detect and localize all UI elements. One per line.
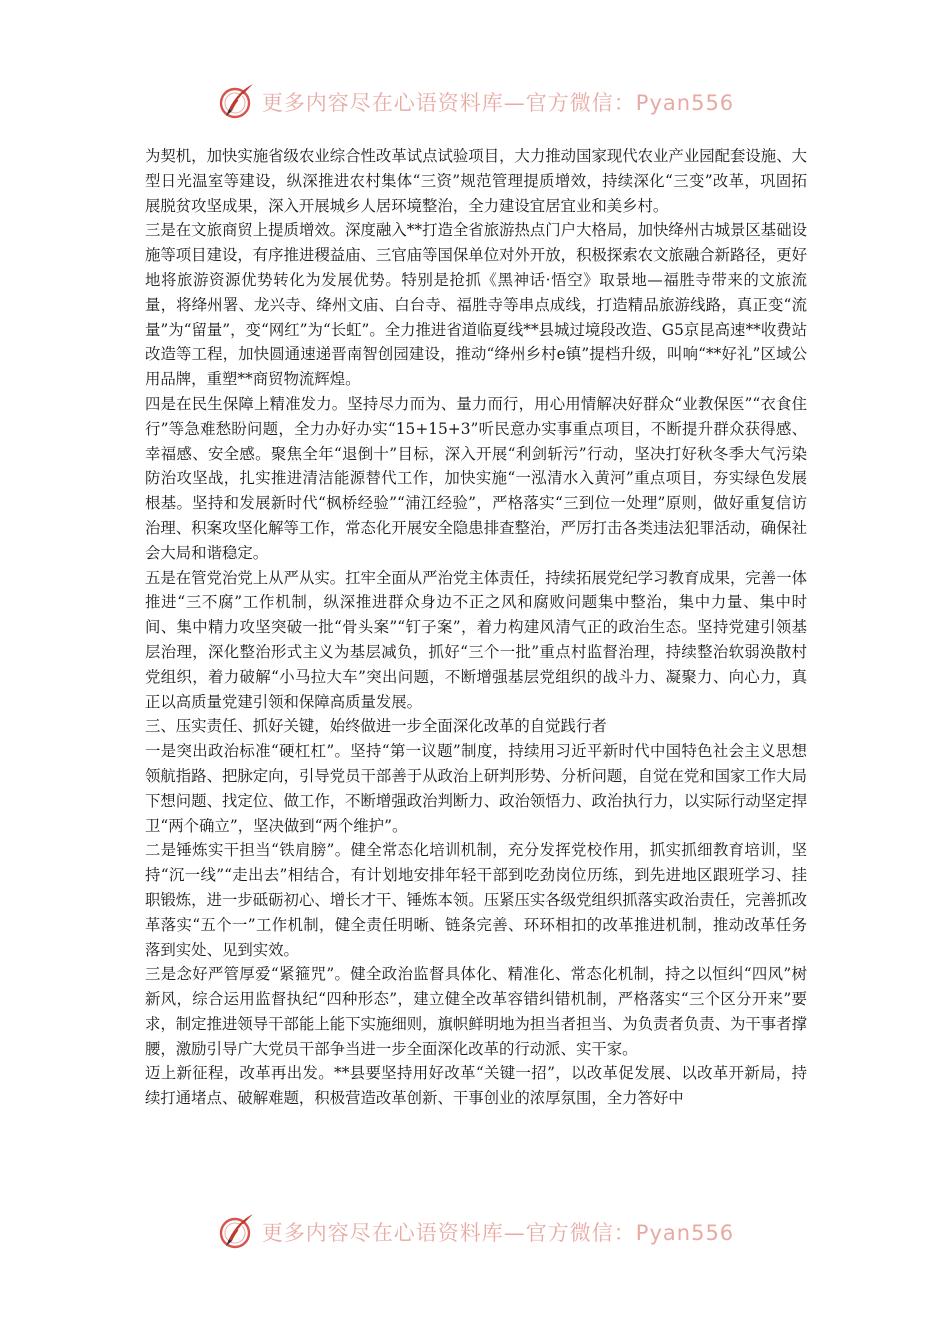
watermark-text: 更多内容尽在心语资料库—官方微信：Pyan556 [261, 91, 735, 115]
paragraph: 三是在文旅商贸上提质增效。深度融入**打造全省旅游热点门户大格局，加快绛州古城景区基础设施等项目建设，有序推进稷益庙、三官庙等国保单位对外开放，积极探索农文旅融合新路径，更好地将旅游资源优势转化为发展优势。特别是抢抓《黑神话·悟空》取景地—福胜寺带来的文旅流量，将绛州署、龙兴寺、绛州文庙、白台寺、福胜寺等串点成线，打造精品旅游线路，真正变“流量”为“留量”，变“网红”为“长虹”。全力推进省道临夏线**县城过境段改造、G5京昆高速**收费站改造等工程，加快圆通速递晋南智创园建设，推动“绛州乡村e镇”提档升级，叫响“**好礼”区域公用品牌，重塑**商贸物流辉煌。 [145, 221, 808, 389]
paragraph: 三是念好严管厚爱“紧箍咒”。健全政治监督具体化、精准化、常态化机制，持之以恒纠“四风”树新风，综合运用监督执纪“四种形态”，建立健全改革容错纠错机制，严格落实“三个区分开来”要求，制定推进领导干部能上能下实施细则，旗帜鲜明地为担当者担当、为负责者负责、为干事者撑腰，激励引导广大党员干部争当进一步全面深化改革的行动派、实干家。 [145, 965, 807, 1058]
paragraph: 二是锤炼实干担当“铁肩膀”。健全常态化培训机制，充分发挥党校作用，抓实抓细教育培训，坚持“沉一线”“走出去”相结合，有计划地安排年轻干部到吃劲岗位历练，到先进地区跟班学习、挂职锻炼，进一步砥砺初心、增长才干、锤炼本领。压紧压实各级党组织抓落实政治责任，完善抓改革落实“五个一”工作机制，健全责任明晰、链条完善、环环相扣的改革推进机制，推动改革任务落到实处、见到实效。 [145, 841, 807, 959]
paragraph: 五是在管党治党上从严从实。扛牢全面从严治党主体责任，持续拓展党纪学习教育成果，完善一体推进“三不腐”工作机制，纵深推进群众身边不正之风和腐败问题集中整治，集中力量、集中时间、集中精力攻坚突破一批“骨头案”“钉子案”，着力构建风清气正的政治生态。坚持党建引领基层治理，深化整治形式主义为基层减负，抓好“三个一批”重点村监督治理，持续整治软弱涣散村党组织，着力破解“小马拉大车”突出问题，不断增强基层党组织的战斗力、凝聚力、向心力，真正以高质量党建引领和保障高质量发展。 [145, 568, 807, 711]
quill-pen-icon [216, 82, 256, 122]
paragraph: 迈上新征程，改革再出发。**县要坚持用好改革“关键一招”，以改革促发展、以改革开新局，持续打通堵点、破解难题，积极营造改革创新、干事创业的浓厚氛围，全力答好中 [145, 1064, 807, 1108]
watermark-header [0, 80, 950, 124]
paragraph: 四是在民生保障上精准发力。坚持尽力而为、量力而行，用心用情解决好群众“业教保医”“衣食住行”等急难愁盼问题，全力办好办实“15+15+3”听民意办实事重点项目，不断提升群众获得感、幸福感、安全感。聚焦全年“退倒十”目标，深入开展“利剑斩污”行动，坚决打好秋冬季大气污染防治攻坚战，扎实推进清洁能源替代工作，加快实施“一泓清水入黄河”重点项目，夯实绿色发展根基。坚持和发展新时代“枫桥经验”“浦江经验”，严格落实“三到位一处理”原则，做好重复信访治理、积案攻坚化解等工作，常态化开展安全隐患排查整治，严厉打击各类违法犯罪活动，确保社会大局和谐稳定。 [145, 394, 807, 562]
paragraph: 一是突出政治标准“硬杠杠”。坚持“第一议题”制度，持续用习近平新时代中国特色社会主义思想领航指路、把脉定向，引导党员干部善于从政治上研判形势、分析问题，自觉在党和国家工作大局下想问题、找定位、做工作，不断增强政治判断力、政治领悟力、政治执行力，以实际行动坚定捍卫“两个确立”，坚决做到“两个维护”。 [145, 742, 807, 835]
section-heading: 三、压实责任、抓好关键，始终做进一步全面深化改革的自觉践行者 [145, 717, 607, 736]
paragraph: 为契机，加快实施省级农业综合性改革试点试验项目，大力推动国家现代农业产业园配套设施、大型日光温室等建设，纵深推进农村集体“三资”规范管理提质增效，持续深化“三变”改革，巩固拓展脱贫攻坚成果，深入开展城乡人居环境整治，全力建设宜居宜业和美乡村。 [145, 147, 807, 215]
watermark-footer [0, 1210, 950, 1254]
quill-pen-icon [216, 1212, 256, 1252]
document-body [145, 144, 807, 1111]
watermark-text: 更多内容尽在心语资料库—官方微信：Pyan556 [261, 1221, 735, 1245]
